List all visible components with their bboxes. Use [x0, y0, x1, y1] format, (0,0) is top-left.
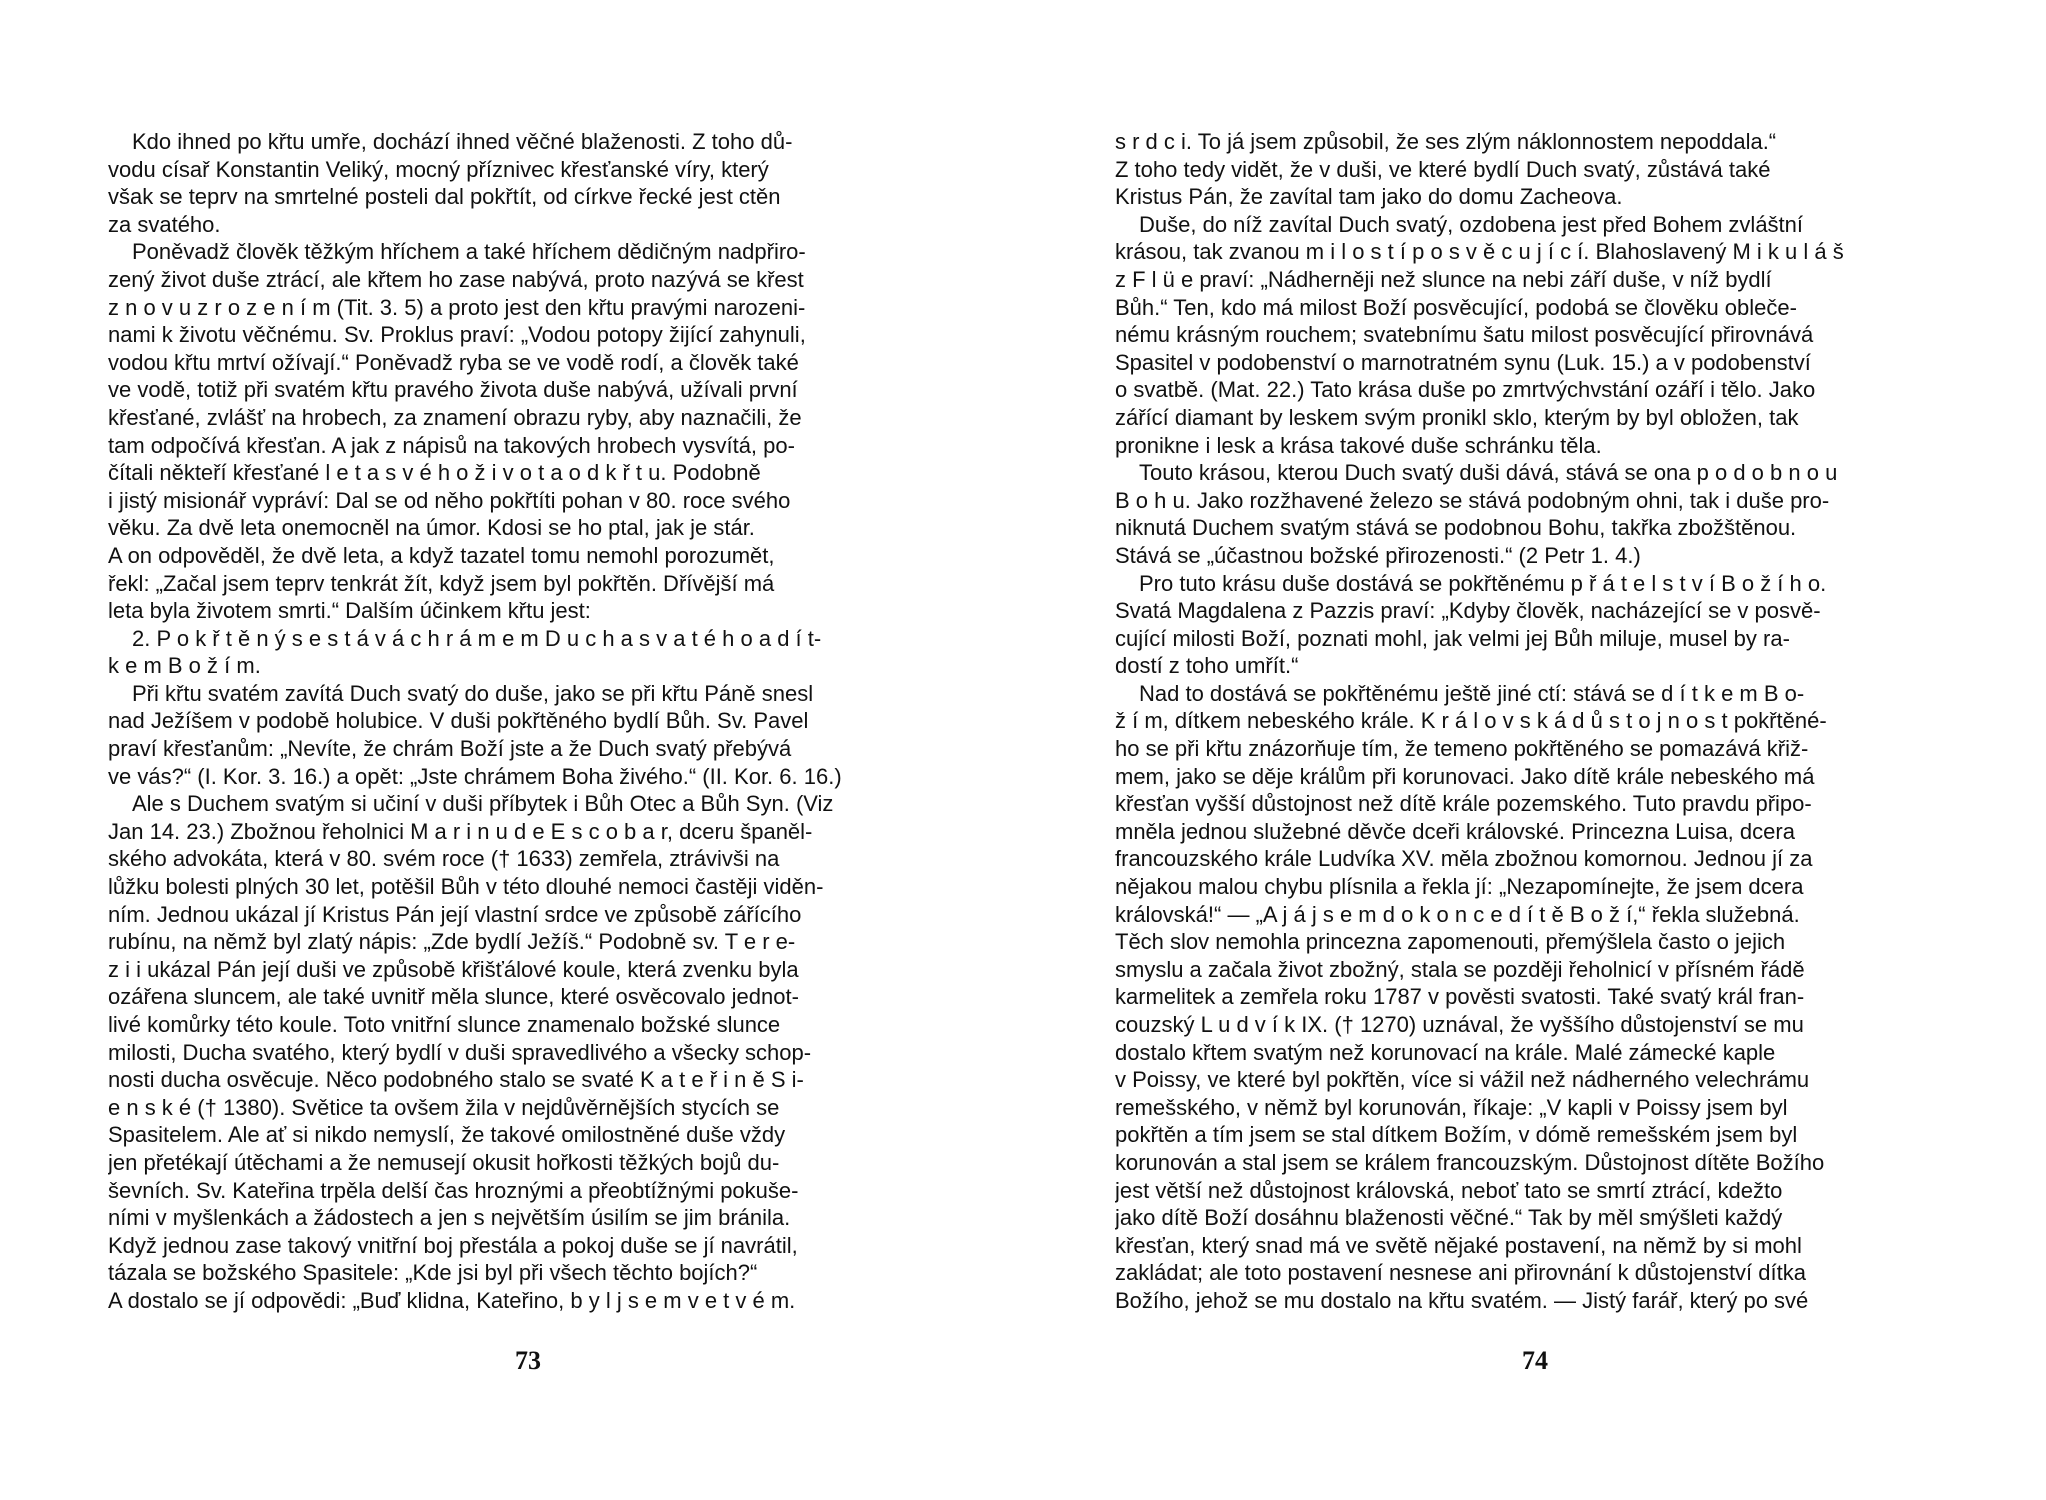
text-line: věku. Za dvě leta onemocněl na úmor. Kdosi se ho ptal, jak je stár.: [108, 515, 755, 541]
left-page: [108, 128, 948, 1388]
text-line: z F l ü e praví: „Nádherněji než slunce na nebi září duše, v níž bydlí: [1115, 266, 1772, 292]
text-line: nějakou malou chybu plísnila a řekla jí: „Nezapomínejte, že jsem dcera: [1115, 874, 1804, 900]
text-line: A dostalo se jí odpovědi: „Buď klidna, Kateřino, b y l j s e m v e t v é m.: [108, 1287, 796, 1313]
left-page-text: [108, 128, 948, 1315]
text-line: Nad to dostává se pokřtěnému ještě jiné ctí: stává se d í t k e m B o-: [1139, 680, 1805, 706]
text-line: milosti, Ducha svatého, který bydlí v duši spravedlivého a všecky schop-: [108, 1039, 812, 1065]
left-page-number: 73: [515, 1346, 541, 1375]
text-line: Spasitelem. Ale ať si nikdo nemyslí, že takové omilostněné duše vždy: [108, 1122, 786, 1148]
text-line: z n o v u z r o z e n í m (Tit. 3. 5) a proto jest den křtu pravými narozeni-: [108, 294, 806, 320]
text-line: ž í m, dítkem nebeského krále. K r á l o v s k á d ů s t o j n o s t pokřtěné-: [1115, 708, 1827, 734]
text-line: dostí z toho umřít.“: [1115, 653, 1299, 679]
text-line: za svatého.: [108, 211, 221, 237]
text-line: vodou křtu mrtví ožívají.“ Poněvadž ryba se ve vodě rodí, a člověk také: [108, 349, 799, 375]
text-line: Z toho tedy vidět, že v duši, ve které bydlí Duch svatý, zůstává také: [1115, 156, 1771, 182]
text-line: mem, jako se děje králům při korunovaci. Jako dítě krále nebeského má: [1115, 763, 1815, 789]
text-line: křesťan, který snad má ve světě nějaké postavení, na němž by si mohl: [1115, 1232, 1802, 1258]
text-line: zený život duše ztrácí, ale křtem ho zase nabývá, proto nazývá se křest: [108, 266, 804, 292]
text-line: Kdo ihned po křtu umře, dochází ihned věčné blaženosti. Z toho dů-: [132, 129, 793, 154]
text-line: tázala se božského Spasitele: „Kde jsi byl při všech těchto bojích?“: [108, 1260, 758, 1286]
text-line: zakládat; ale toto postavení nesnese ani přirovnání k důstojenství dítka: [1115, 1260, 1806, 1286]
text-line: vodu císař Konstantin Veliký, mocný příznivec křesťanské víry, který: [108, 156, 769, 182]
text-line: krásou, tak zvanou m i l o s t í p o s v ě c u j í c í. Blahoslavený M i k u l á š: [1115, 239, 1844, 265]
text-line: mněla jednou služebné děvče dceři královské. Princezna Luisa, dcera: [1115, 818, 1795, 844]
text-line: pokřtěn a tím jsem se stal dítkem Božím, v dómě remešském jsem byl: [1115, 1122, 1798, 1148]
text-line: Stává se „účastnou božské přirozenosti.“ (2 Petr 1. 4.): [1115, 542, 1641, 568]
text-line: B o h u. Jako rozžhavené železo se stává podobným ohni, tak i duše pro-: [1115, 487, 1830, 513]
text-line: křesťané, zvlášť na hrobech, za znamení obrazu ryby, aby naznačili, že: [108, 404, 802, 430]
text-line: s r d c i. To já jsem způsobil, že ses zlým náklonnostem nepoddala.“: [1115, 129, 1777, 154]
text-line: o svatbě. (Mat. 22.) Tato krása duše po zmrtvýchvstání ozáří i tělo. Jako: [1115, 377, 1816, 403]
text-line: ními v myšlenkách a žádostech a jen s největším úsilím se jim bránila.: [108, 1205, 791, 1231]
text-line: královská!“ — „A j á j s e m d o k o n c e d í t ě B o ž í,“ řekla služebná.: [1115, 901, 1800, 927]
text-line: nami k životu věčnému. Sv. Proklus praví: „Vodou potopy žijící zahynuli,: [108, 322, 806, 348]
text-line: čítali někteří křesťané l e t a s v é h o ž i v o t a o d k ř t u. Podobně: [108, 460, 761, 486]
text-line: ševních. Sv. Kateřina trpěla delší čas hroznými a přeobtížnými pokuše-: [108, 1177, 799, 1203]
text-line: z i i ukázal Pán její duši ve způsobě křišťálové koule, která zvenku byla: [108, 956, 799, 982]
text-line: ve vás?“ (I. Kor. 3. 16.) a opět: „Jste chrámem Boha živého.“ (II. Kor. 6. 16.): [108, 763, 842, 789]
text-line: francouzského krále Ludvíka XV. měla zbožnou komornou. Jednou jí za: [1115, 846, 1813, 872]
text-line: nad Ježíšem v podobě holubice. V duši pokřtěného bydlí Bůh. Sv. Pavel: [108, 708, 809, 734]
text-line: Těch slov nemohla princezna zapomenouti, přemýšlela často o jejich: [1115, 929, 1786, 955]
text-line: 2. P o k ř t ě n ý s e s t á v á c h r á m e m D u c h a s v a t é h o a d í t-: [132, 625, 822, 651]
text-line: ozářena sluncem, ale také uvnitř měla slunce, které osvěcovalo jednot-: [108, 984, 799, 1010]
right-page: [1115, 128, 1955, 1388]
text-line: Když jednou zase takový vnitřní boj přestála a pokoj duše se jí navrátil,: [108, 1232, 798, 1258]
text-line: Touto krásou, kterou Duch svatý duši dává, stává se ona p o d o b n o u: [1139, 460, 1838, 486]
text-line: ve vodě, totiž při svatém křtu pravého života duše nabývá, užívali první: [108, 377, 798, 403]
text-line: ho se při křtu znázorňuje tím, že temeno pokřtěného se pomazává křiž-: [1115, 736, 1809, 762]
text-line: v Poissy, ve které byl pokřtěn, více si vážil než nádherného velechrámu: [1115, 1067, 1810, 1093]
text-line: lůžku bolesti plných 30 let, potěšil Bůh v této dlouhé nemoci častěji viděn-: [108, 874, 824, 900]
text-line: livé komůrky této koule. Toto vnitřní slunce znamenalo božské slunce: [108, 1012, 781, 1037]
text-line: cující milosti Boží, poznati mohl, jak velmi jej Bůh miluje, musel by ra-: [1115, 625, 1790, 651]
text-line: e n s k é († 1380). Světice ta ovšem žila v nejdůvěrnějších stycích se: [108, 1094, 780, 1120]
text-line: remešského, v němž byl korunován, říkaje: „V kapli v Poissy jsem byl: [1115, 1094, 1788, 1120]
text-line: praví křesťanům: „Nevíte, že chrám Boží jste a že Duch svatý přebývá: [108, 736, 792, 762]
text-line: karmelitek a zemřela roku 1787 v pověsti svatosti. Také svatý král fran-: [1115, 984, 1805, 1010]
text-line: ského advokáta, která v 80. svém roce († 1633) zemřela, ztrávivši na: [108, 846, 780, 872]
text-line: jen přetékají útěchami a že nemusejí okusit hořkosti těžkých bojů du-: [108, 1149, 780, 1175]
text-line: A on odpověděl, že dvě leta, a když tazatel tomu nemohl porozumět,: [108, 542, 775, 568]
text-line: Božího, jehož se mu dostalo na křtu svatém. — Jistý farář, který po své: [1115, 1287, 1809, 1313]
text-line: však se teprv na smrtelné posteli dal pokřtít, od církve řecké jest ctěn: [108, 184, 781, 210]
text-line: Kristus Pán, že zavítal tam jako do domu Zacheova.: [1115, 184, 1623, 210]
text-line: Při křtu svatém zavítá Duch svatý do duše, jako se při křtu Páně snesl: [132, 680, 814, 706]
text-line: pronikne i lesk a krása takové duše schránku těla.: [1115, 432, 1602, 458]
text-line: k e m B o ž í m.: [108, 653, 261, 679]
text-line: Jan 14. 23.) Zbožnou řeholnici M a r i n u d e E s c o b a r, dceru španěl-: [108, 818, 813, 844]
text-line: smyslu a začala život zbožný, stala se později řeholnicí v přísném řádě: [1115, 956, 1805, 982]
text-line: Bůh.“ Ten, kdo má milost Boží posvěcující, podobá se člověku obleče-: [1115, 294, 1797, 320]
text-line: niknutá Duchem svatým stává se podobnou Bohu, takřka zbožštěnou.: [1115, 515, 1797, 541]
text-line: Ale s Duchem svatým si učiní v duši příbytek i Bůh Otec a Bůh Syn. (Viz: [132, 791, 834, 817]
text-line: ním. Jednou ukázal jí Kristus Pán její vlastní srdce ve způsobě zářícího: [108, 901, 802, 927]
text-line: leta byla životem smrti.“ Dalším účinkem křtu jest:: [108, 598, 591, 624]
text-line: Poněvadž člověk těžkým hříchem a také hříchem dědičným nadpřiro-: [132, 239, 806, 265]
text-line: Pro tuto krásu duše dostává se pokřtěnému p ř á t e l s t v í B o ž í h o.: [1139, 570, 1827, 596]
text-line: nosti ducha osvěcuje. Něco podobného stalo se svaté K a t e ř i n ě S i-: [108, 1067, 804, 1093]
text-line: korunován a stal jsem se králem francouzským. Důstojnost dítěte Božího: [1115, 1149, 1825, 1175]
text-line: zářící diamant by leskem svým pronikl sklo, kterým by byl obložen, tak: [1115, 404, 1799, 430]
text-line: křesťan vyšší důstojnost než dítě krále pozemského. Tuto pravdu připo-: [1115, 791, 1812, 817]
text-line: jest větší než důstojnost královská, neboť tato se smrtí ztrácí, kdežto: [1115, 1177, 1783, 1203]
text-line: nému krásným rouchem; svatebnímu šatu milost posvěcující přirovnává: [1115, 322, 1814, 348]
text-line: rubínu, na němž byl zlatý nápis: „Zde bydlí Ježíš.“ Podobně sv. T e r e-: [108, 929, 796, 955]
text-line: jako dítě Boží dosáhnu blaženosti věčné.“ Tak by měl smýšleti každý: [1115, 1205, 1783, 1231]
text-line: i jistý misionář vypráví: Dal se od něho pokřtíti pohan v 80. roce svého: [108, 487, 791, 513]
right-page-number: 74: [1522, 1346, 1548, 1375]
text-line: Svatá Magdalena z Pazzis praví: „Kdyby člověk, nacházející se v posvě-: [1115, 598, 1821, 624]
text-line: Spasitel v podobenství o marnotratném synu (Luk. 15.) a v podobenství: [1115, 349, 1811, 375]
text-line: řekl: „Začal jsem teprv tenkrát žít, když jsem byl pokřtěn. Dřívější má: [108, 570, 775, 596]
text-line: Duše, do níž zavítal Duch svatý, ozdobena jest před Bohem zvláštní: [1139, 211, 1804, 237]
text-line: tam odpočívá křesťan. A jak z nápisů na takových hrobech vysvítá, po-: [108, 432, 795, 458]
text-line: couzský L u d v í k IX. († 1270) uznával, že vyššího důstojenství se mu: [1115, 1012, 1804, 1037]
text-line: dostalo křtem svatým než korunovací na krále. Malé zámecké kaple: [1115, 1039, 1776, 1065]
right-page-text: [1115, 128, 1955, 1315]
